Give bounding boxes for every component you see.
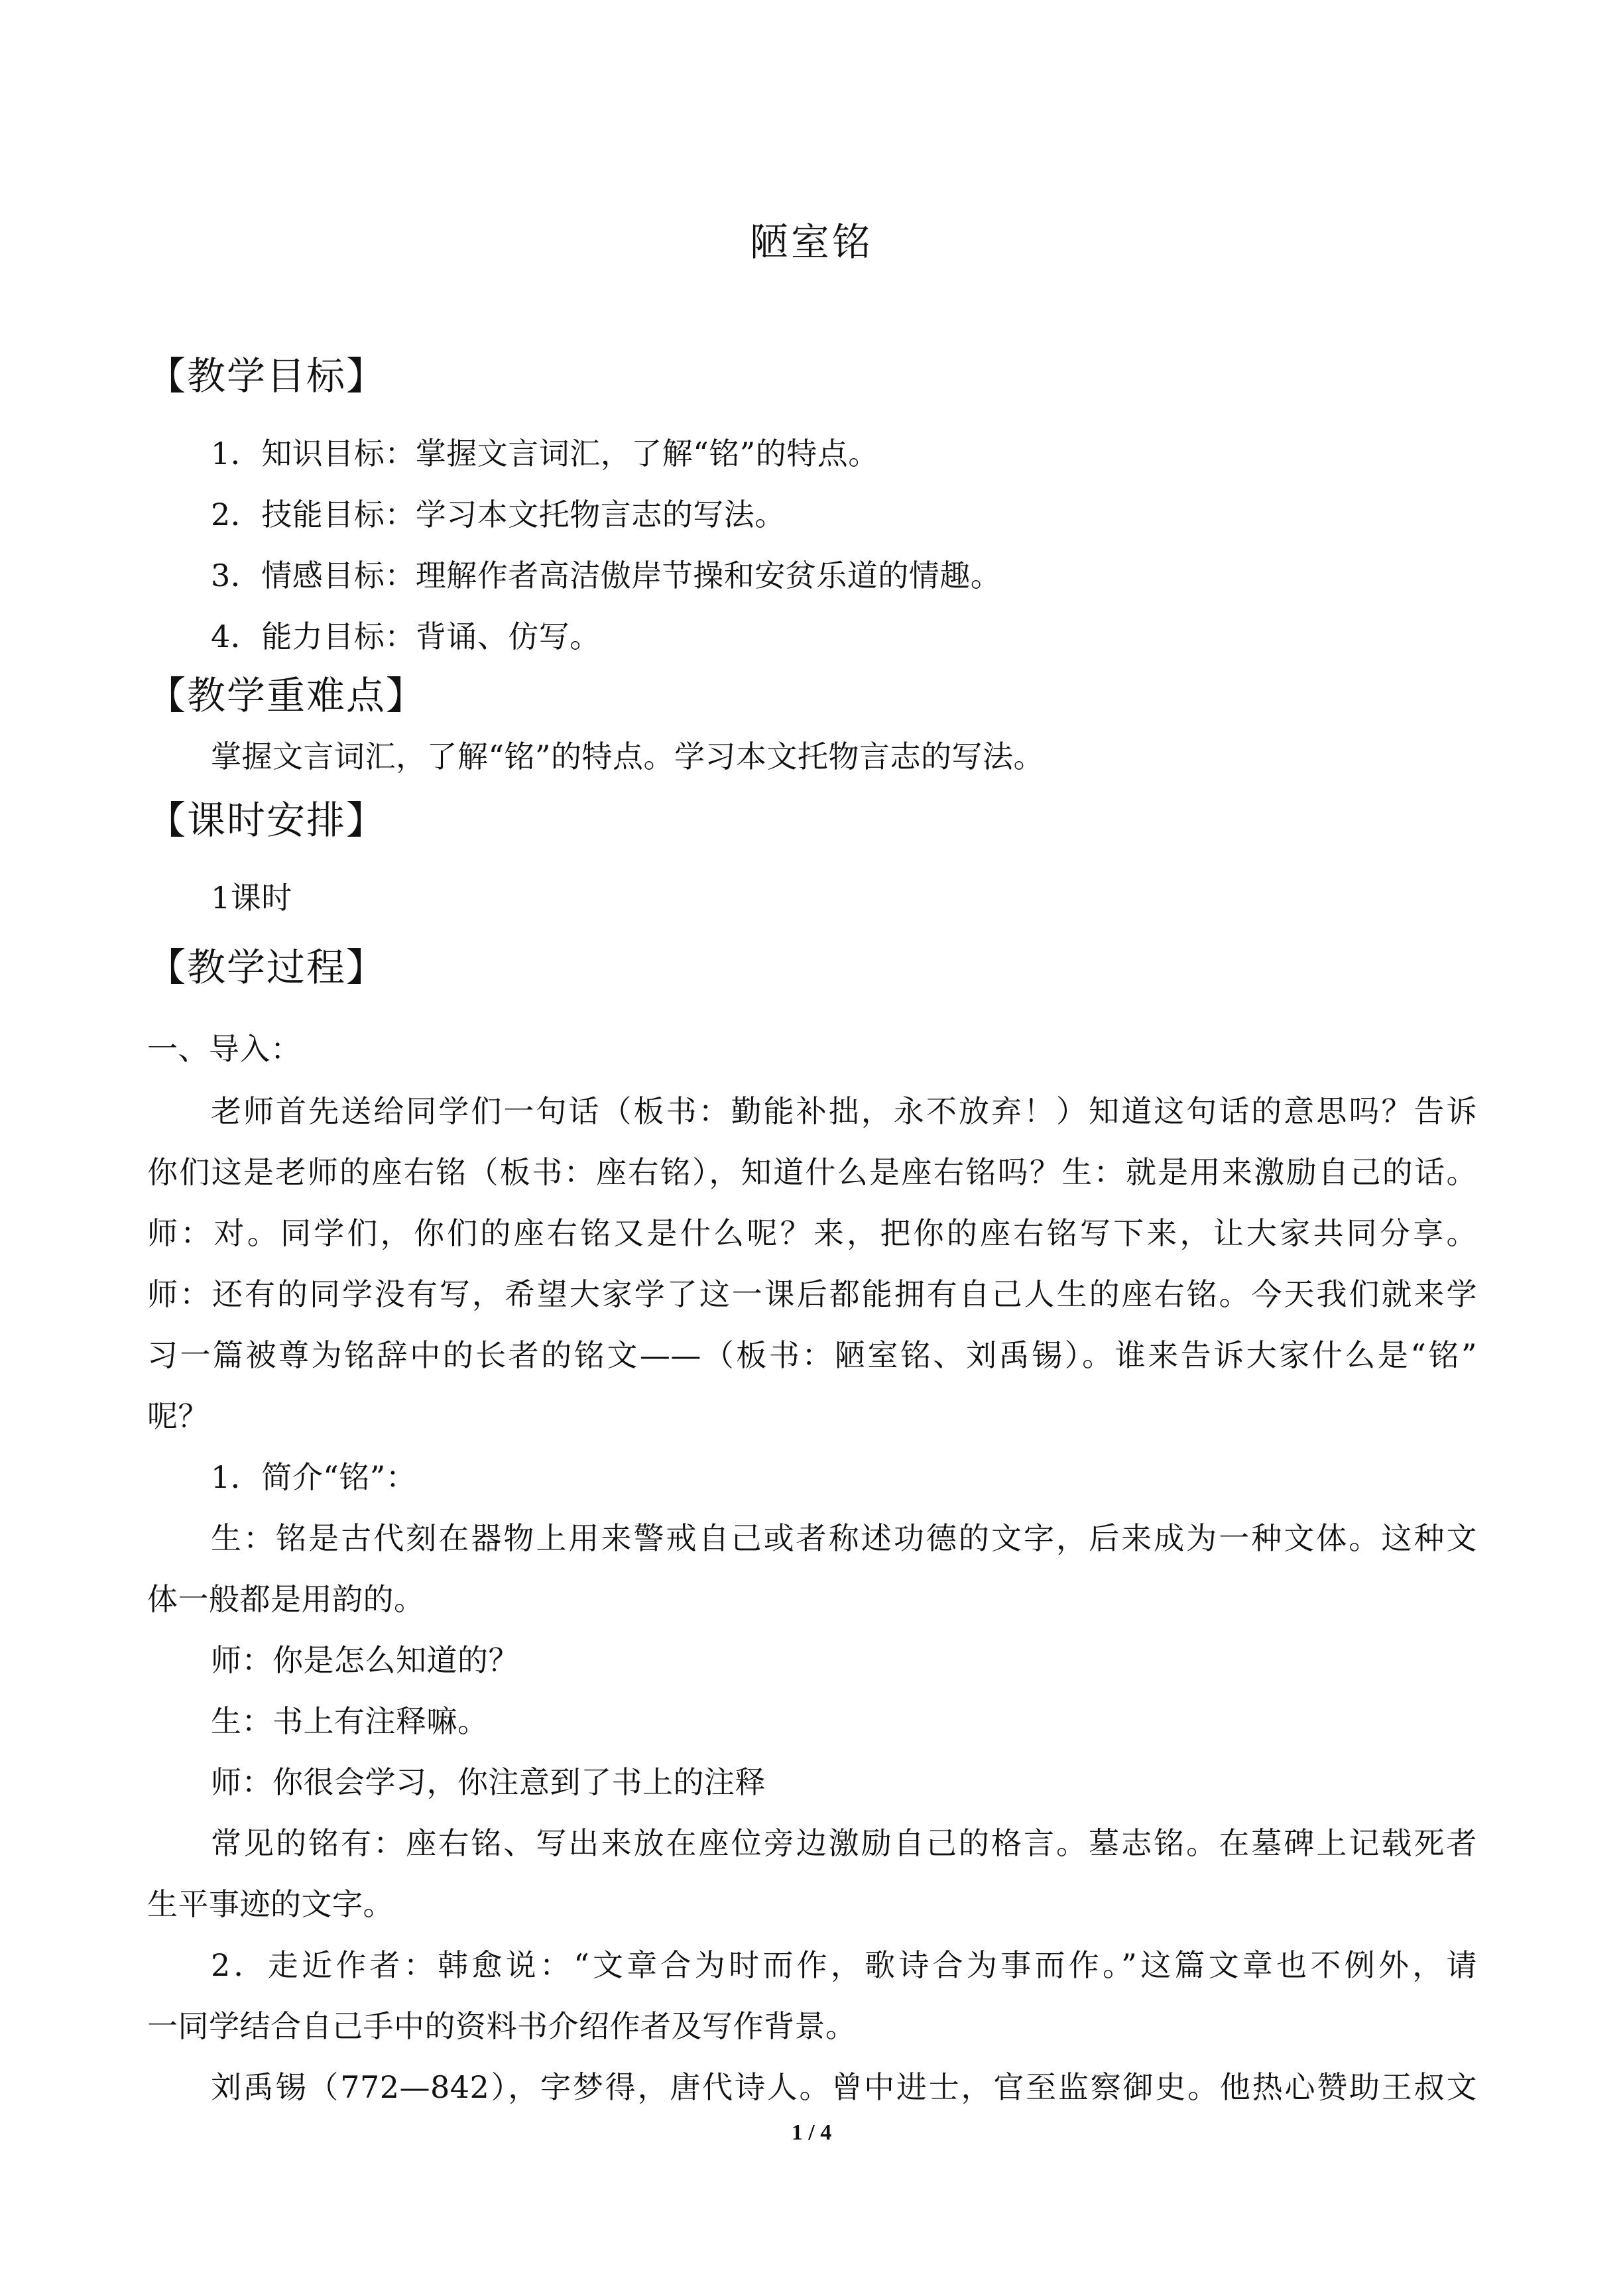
paragraph-line: 2．走近作者：韩愈说：“文章合为时而作，歌诗合为事而作。”这篇文章也不例外，请 (211, 1947, 1477, 1983)
objective-item: 3．情感目标：理解作者高洁傲岸节操和安贫乐道的情趣。 (211, 558, 1002, 593)
key-points-heading: 【教学重难点】 (147, 673, 426, 718)
ming-label: 1．简介“铭”： (211, 1459, 417, 1495)
dialog-line: 师：你是怎么知道的？ (211, 1642, 519, 1678)
paragraph-line: 老师首先送给同学们一句话（板书：勤能补拙，永不放弃！）知道这句话的意思吗？告诉 (211, 1093, 1477, 1129)
document-title: 陋室铭 (749, 219, 873, 265)
paragraph-line: 一同学结合自己手中的资料书介绍作者及写作背景。 (147, 2008, 857, 2044)
dialog-line: 师：你很会学习，你注意到了书上的注释 (211, 1764, 766, 1800)
intro-label: 一、导入： (147, 1031, 302, 1067)
paragraph-line: 师：还有的同学没有写，希望大家学了这一课后都能拥有自己人生的座右铭。今天我们就来学 (147, 1276, 1477, 1312)
paragraph-line: 常见的铭有：座右铭、写出来放在座位旁边激励自己的格言。墓志铭。在墓碑上记载死者 (211, 1825, 1477, 1861)
objective-item: 2．技能目标：学习本文托物言志的写法。 (211, 497, 786, 532)
paragraph-line: 呢？ (147, 1398, 209, 1434)
objectives-heading: 【教学目标】 (147, 353, 387, 398)
objective-item: 4．能力目标：背诵、仿写。 (211, 619, 601, 654)
schedule-text: 1课时 (211, 880, 292, 916)
dialog-line: 生：书上有注释嘛。 (211, 1703, 489, 1739)
schedule-heading: 【课时安排】 (147, 798, 387, 843)
page-number: 1 / 4 (791, 2120, 832, 2145)
paragraph-line: 体一般都是用韵的。 (147, 1581, 425, 1617)
paragraph-line: 生平事迹的文字。 (147, 1886, 394, 1922)
paragraph-line: 生：铭是古代刻在器物上用来警戒自己或者称述功德的文字，后来成为一种文体。这种文 (211, 1520, 1477, 1556)
key-points-text: 掌握文言词汇，了解“铭”的特点。学习本文托物言志的写法。 (211, 739, 1045, 774)
author-bio-line: 刘禹锡（772—842），字梦得，唐代诗人。曾中进士，官至监察御史。他热心赞助王叔文 (211, 2069, 1477, 2105)
process-heading: 【教学过程】 (147, 945, 387, 990)
paragraph-line: 师：对。同学们，你们的座右铭又是什么呢？来，把你的座右铭写下来，让大家共同分享。 (147, 1215, 1477, 1251)
paragraph-line: 你们这是老师的座右铭（板书：座右铭），知道什么是座右铭吗？生：就是用来激励自己的话。 (147, 1154, 1477, 1190)
paragraph-line: 习一篇被尊为铭辞中的长者的铭文——（板书：陋室铭、刘禹锡）。谁来告诉大家什么是“铭” (147, 1337, 1477, 1373)
objective-item: 1．知识目标：掌握文言词汇，了解“铭”的特点。 (211, 436, 879, 471)
